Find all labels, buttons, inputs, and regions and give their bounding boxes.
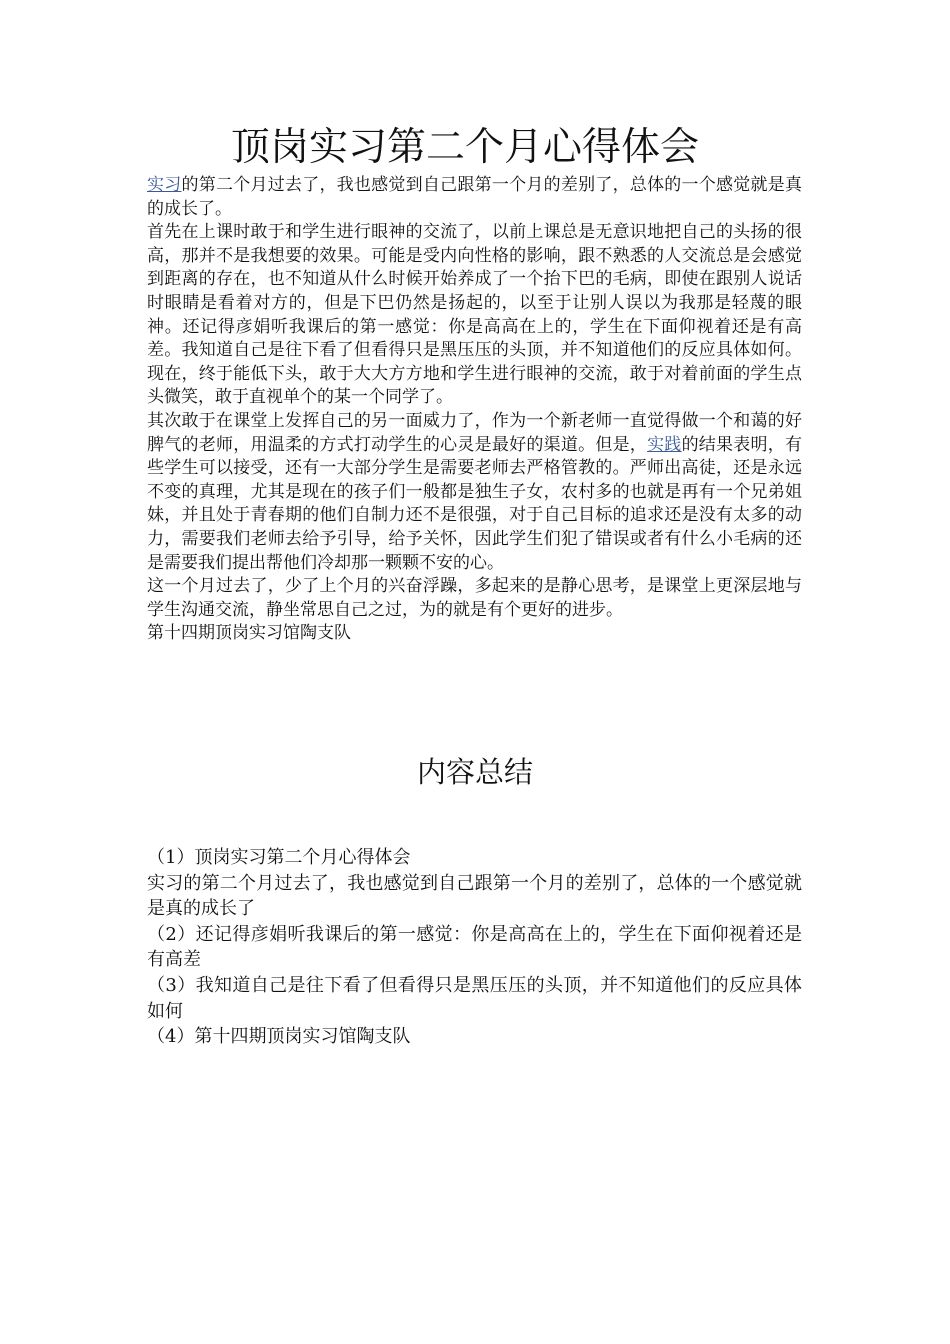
summary-item: （3）我知道自己是往下看了但看得只是黑压压的头顶，并不知道他们的反应具体如何	[147, 974, 802, 1022]
practice-link[interactable]: 实践	[647, 434, 682, 455]
summary-item: 实习的第二个月过去了，我也感觉到自己跟第一个月的差别了，总体的一个感觉就是真的成长了	[147, 872, 802, 920]
intro-text: 的第二个月过去了，我也感觉到自己跟第一个月的差别了，总体的一个感觉就是真的成长了。	[147, 175, 803, 219]
signature: 第十四期顶岗实习馆陶支队	[147, 623, 351, 644]
paragraph-eye-contact: 首先在上课时敢于和学生进行眼神的交流了，以前上课总是无意识地把自己的头扬的很高，那并不是我想要的效果。可能是受内向性格的影响，跟不熟悉的人交流总是会感觉到距离的存在，也不知道从什么时候开始养成了一个抬下巴的毛病，即使在跟别人说话时眼睛是看着对方的，但是下巴仍然是扬起的，以至于让别人误以为我那是轻蔑的眼神。还记得彦娟听我课后的第一感觉：你是高高在上的，学生在下面仰视着还是有高差。我知道自己是往下看了但看得只是黑压压的头顶，并不知道他们的反应具体如何。现在，终于能低下头，敢于大大方方地和学生进行眼神的交流，敢于对着前面的学生点头微笑，敢于直视单个的某一个同学了。	[147, 222, 802, 408]
summary-item: （1）顶岗实习第二个月心得体会	[147, 847, 411, 868]
paragraph-strictness-start: 其次敢于在课堂上发挥自己的另一面威力了，作为一个新老师一直觉得做一个和蔼的好脾气的老师，用温柔的方式打动学生的心灵是最好的渠道。但是，	[147, 410, 802, 455]
intro-paragraph	[147, 174, 802, 221]
summary-list	[147, 845, 802, 1050]
summary-item: （2）还记得彦娟听我课后的第一感觉：你是高高在上的，学生在下面仰视着还是有高差	[147, 923, 802, 971]
paragraph-strictness	[147, 410, 802, 575]
summary-title: 内容总结	[416, 755, 533, 789]
paragraph-reflection: 这一个月过去了，少了上个月的兴奋浮躁，多起来的是静心思考，是课堂上更深层地与学生沟通交流，静坐常思自己之过，为的就是有个更好的进步。	[147, 576, 802, 620]
document-body	[147, 174, 802, 646]
document-title: 顶岗实习第二个月心得体会	[230, 125, 699, 170]
summary-item: （4）第十四期顶岗实习馆陶支队	[147, 1026, 411, 1048]
paragraph-strictness-rest: 的结果表明，有些学生可以接受，还有一大部分学生是需要老师去严格管教的。严师出高徒，还是永远不变的真理，尤其是现在的孩子们一般都是独生子女，农村多的也就是再有一个兄弟姐妹，并且处于青春期的他们自制力还不是很强，对于自己目标的追求还是没有太多的动力，需要我们老师去给予引导，给予关怀，因此学生们犯了错误或者有什么小毛病的还是需要我们提出帮他们冷却那一颗颗不安的心。	[147, 434, 803, 573]
internship-link[interactable]: 实习	[147, 175, 182, 195]
